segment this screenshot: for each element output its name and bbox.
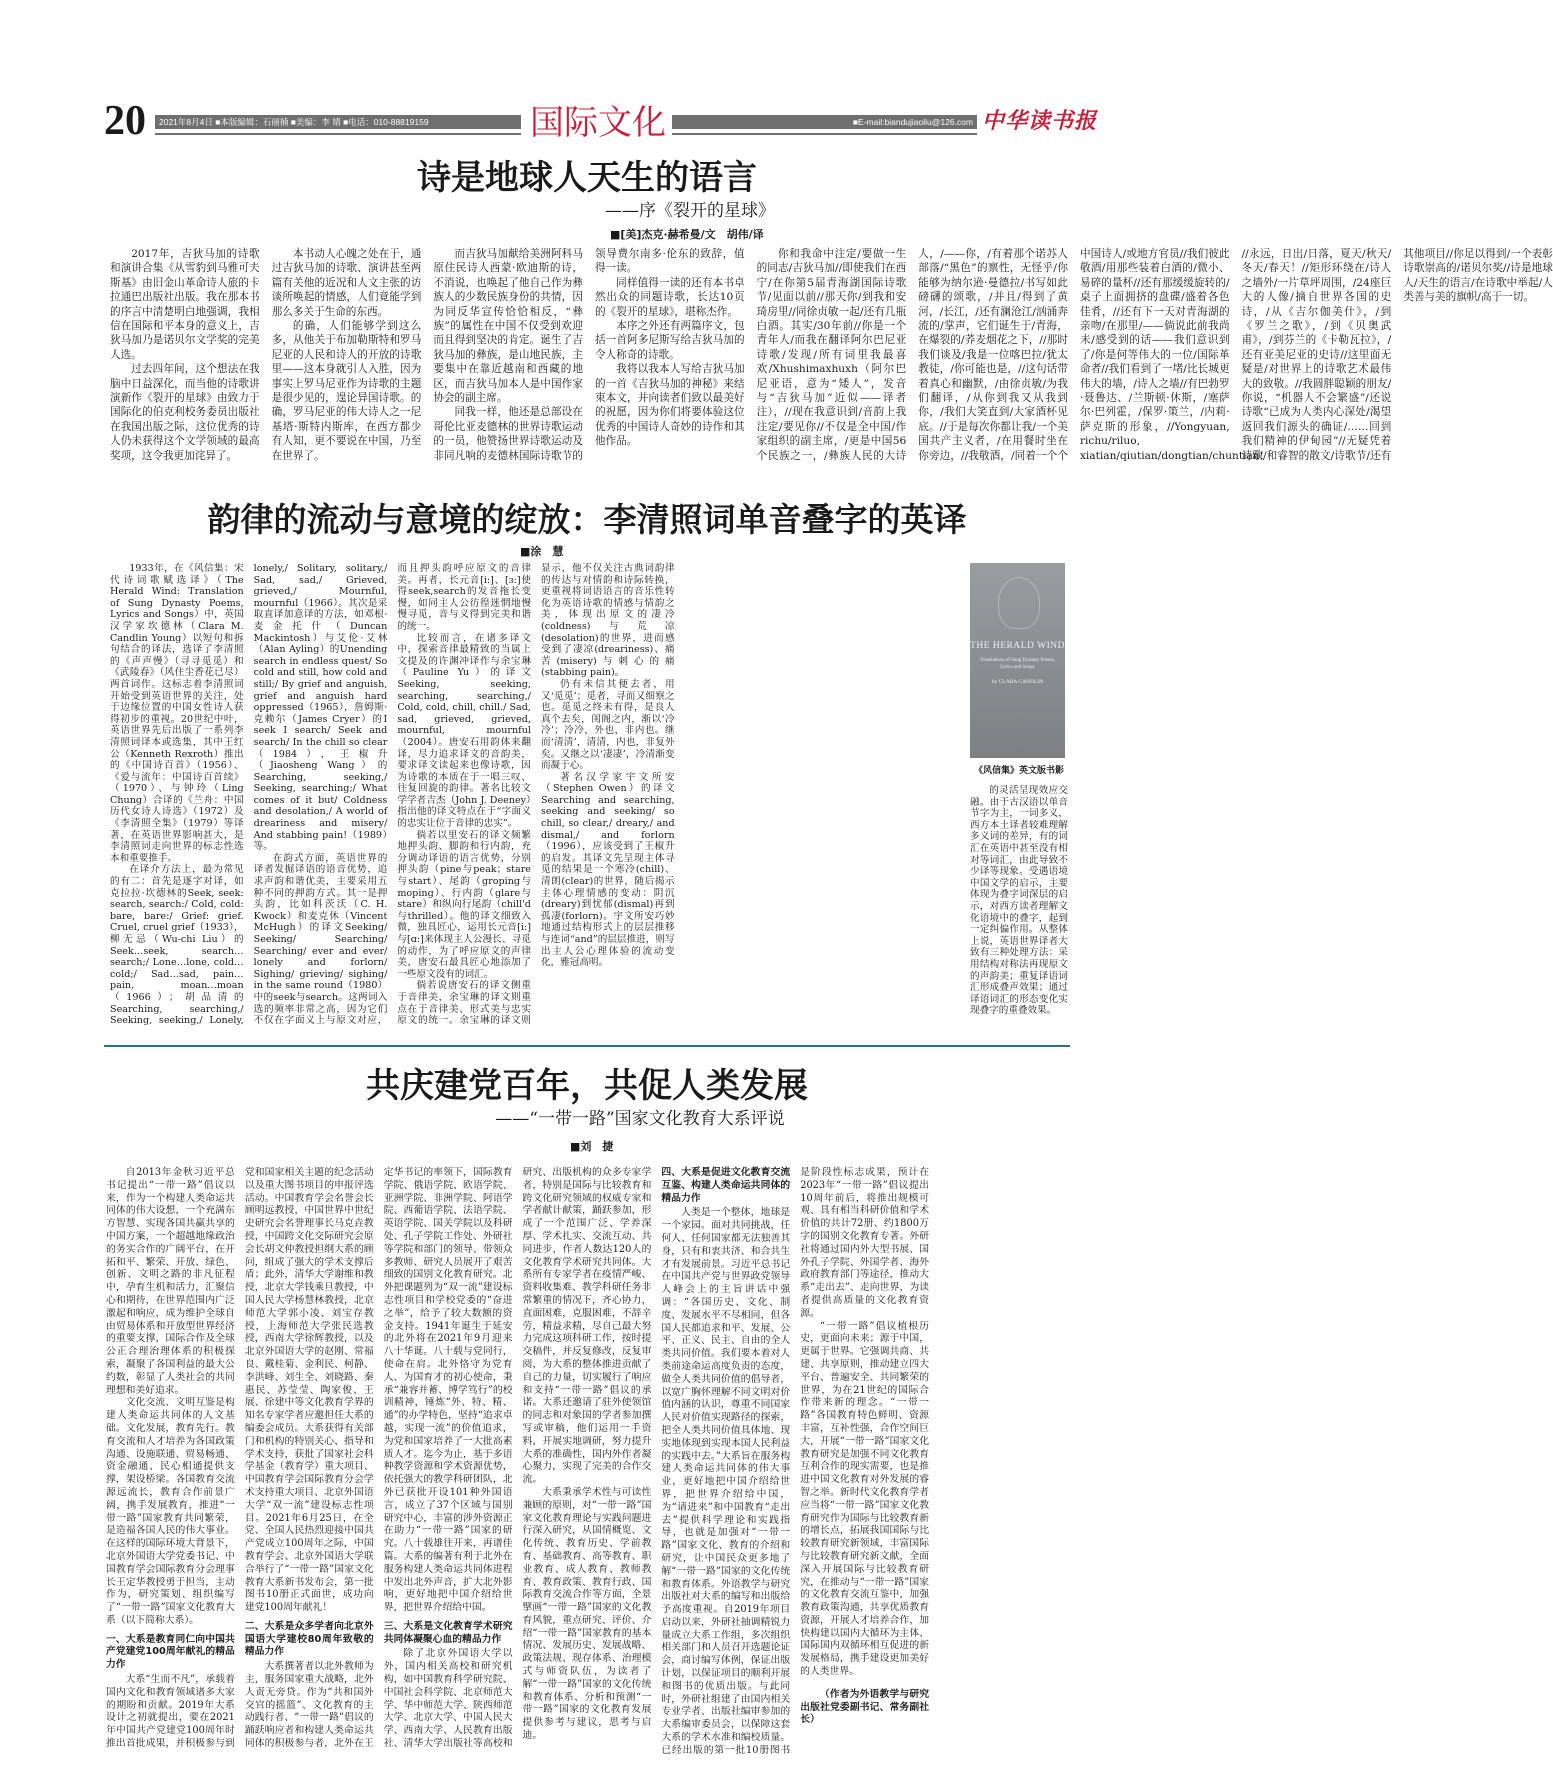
article3-subtitle: ——“一带一路”国家文化教育大系评说 [495, 1109, 785, 1129]
paragraph: 著名汉学家宇文所安（Stephen Owen）的译文Searching and searching, seeking and seeking/ so chill, so clear,/ dreary,/ and dismal,/ and forlorn（1996），应该受到了王椒升的启发。其译文先呈现主体寻觅的结果是一个寒冷(chill)、清朗(clear)的世界，随后揭示主体心理情感的变动：阴沉(dreary)到忧郁(dismal)再到孤凄(forlorn)。宇文所安巧妙地通过结构形式上的层层推移与连词“and”的层层推进，则写出主人公心理体验的流动变化，雅冠高明。 [540, 771, 675, 969]
email-bar: ■E-mail:biandujiaoliu@126.com [672, 115, 977, 129]
header-rule [155, 133, 521, 135]
article2-byline: ■涂 慧 [520, 545, 564, 558]
article3-byline: ■刘 捷 [570, 1140, 614, 1153]
article2-title: 韵律的流动与意境的绽放：李清照词单音叠字的英译 [207, 500, 967, 539]
article1-title: 诗是地球人天生的语言 [417, 158, 757, 198]
paragraph: 在译介方法上，最为常见的有二：首先是逐字对译，如克拉拉·坎德林的Seek, seek: search, search:/ Cold, cold: bare, bare:/ Grief: grief. Cruel, cruel grief（1933），柳无忌（Wu-chi Liu）的Seek…seek, search…search;/ Lone…lone, cold…cold;/ Sad…sad, pain…pain, moan…moan（1966）；胡品清的Searching, searching,/ Seeking, seeking,/ Lonely, lonely,/ Solitary, solitary,/ Sad, sad,/ Grieved, grieved,/ Mournful, mournful（1966）。其次是采取直译加意译的方法，如邓根·麦金托什（Duncan Mackintosh）与艾伦·艾林（Alan Ayling）的Unending search in endless quest/ So cold and still, how cold and still;/ By grief and anguish, grief and anguish hard oppressed（1965），詹姆斯·克赖尔（James Cryer）的I seek I search/ Seek and search/ In the chill so clear（1984），王椒升（Jiaosheng Wang）的Searching, seeking,/ Seeking, searching;/ What comes of it but/ Coldness and desolation,/ A world of dreariness and misery/ And stabbing pain!（1989）等。 [110, 563, 388, 1027]
book-cover-author: by CLARA CANDLIN [991, 679, 1044, 685]
paragraph: 文化交流、文明互鉴是构建人类命运共同体的人文基础。文化发展，教育先行。教育交流和人才培养为各国政策沟通、设施联通、贸易畅通、资金融通、民心相通提供支撑，架设桥梁。各国教育交流源远流长，教育合作前景广阔，携手发展教育，推进“一带一路”国家教育共同繁荣，是造福各国人民的伟大事业。在这样的国际环境大背景下，北京外国语大学党委书记、中国教育学会国际教育分会理事长王定华教授勇于担当，主动作为，研究策划、组织编写了“一带一路”国家文化教育大系（以下简称大系）。 [106, 1397, 235, 1626]
paragraph: 除了北京外国语大学以外，国内相关高校和研究机构，如中国教育科学研究院、中国社会科学院、北京师范大学、华中师范大学、陕西师范大学、北京大学、中国人民大学、西南大学、人民教育出版社、清华大学出版社等高校和研究、出版机构的众多专家学者，特别是国际与比较教育和跨文化研究领域的权威专家和学者献计献策，踊跃参加，形成了一个范围广泛、学养深厚、学术扎实、交流互动、共同进步，作者人数达120人的文化教育学术研究共同体。大系所有专家学者在疫情严峻、资料收集难、教学科研任务非常繁重的情况下，齐心协力，直面困难，克服困难，不辞辛劳，精益求精，尽自己最大努力完成这项科研工作，按时提交稿件，并反复修改，反复审阅，为大系的整体推进贡献了自己的力量，切实履行了响应和支持“一带一路”倡议的承诺。大系还邀请了驻外使领馆的同志和对象国的学者参加撰写或审稿，他们运用一手资料，开展实地调研，努力提升大系的准确性，国内外作者凝心聚力，实现了完美的合作交流。 [383, 1167, 652, 1750]
paragraph: 倘若以里安石的译文频繁地押头韵、脚韵和行内韵，充分调动译语的语言优势，分别押头韵（pine与peak；stare与start）、尾韵（groping与moping）、行内韵（glare与stare）和纵向行尾韵（chill'd与thrilled）。他的译文细致入微，独具匠心，运用长元音[i:]与[ɑ:]来体现主人公漫长、寻觅的动作，为了呼应原文的声律美，唐安石最具匠心地添加了一些原文没有的词汇。 [397, 829, 531, 980]
paragraph: 你和我命中注定/要做一生的同志/吉狄马加//即使我们在西宁/在你第5届青海湖国际诗歌节/见面以前//那天你/到我和安琦房里//同徐贞敏一起/还有几瓶白酒。其实/30年前//你是一个青年人/而我在翻译阿尔巴尼亚诗歌/发现/所有词里我最喜欢/Xhushimaxhuxh（阿尔巴尼亚语，意为“矮人”，发音与“吉狄马加”近似——译者注），//现在我意识到/音韵上我注定/要见你//不仅是全中国/作家组织的副主席，/更是中国56个民族之一，/彝族人民的大诗人，/——你，/有着那个诺苏人部落/“黑色”的禀性，无怪乎/你能够为纳尔逊·曼德拉/书写如此磅礴的颂歌，/并且/得到了黄河，/长江，/还有澜沧江/汹涌奔流的/掌声，它们诞生于/青海，在爆裂的/荞麦烟花之下，//那时我们谈及/我是一位喀巴拉/犹太教徒，/你可能也是，//这句话带着真心和幽默，/由徐贞敏/为我们翻译，/从你到我又从我到你，/我们大笑直到/大家酒杯见底。//于是每次你都让我/一个美国共产主义者，/在用餐时坐在你旁边，//我敬酒，/同着一个个中国诗人/或地方官员//我们彼此敬酒/用那些装着白酒的/微小、易碎的量杯//还有那缓缓旋转的/桌子上面拥挤的盘碟/盛着各色佳肴，//还有下一天对青海湖的亲吻/在那里/——倘说此前我尚未/感受到的话——我们意识到了/你是何等伟大的一位/国际革命者//我们看到了一堵/比长城更伟大的墙，/诗人之墙//有巴勃罗·聂鲁达、/兰斯顿·休斯，/塞萨尔·巴列霍，/保罗·策兰，/内莉·萨克斯的形象，//Yongyuan, richu/riluo, xiatian/qiutian/dongtian/chuntian! //永远，日出/日落，夏天/秋天/冬天/春天！//矩形环绕在/诗人之墙外/一片草坪周围，/24座巨大的人像/摘自世界各国的史诗，/从《吉尔伽美什》，/到《罗兰之歌》，/到《贝奥武甫》，/到芬兰的《卡勒瓦拉》，/还有亚美尼亚的史诗//这里面无疑是/对世界上的诗歌艺术最伟大的致敬。//我圆胖聪颖的朋友/你说，“机器人不会繁盛”/还说诗歌“已成为人类内心深处/渴望返回我们源头的确证/……回到我们精神的伊甸园”//无疑凭着诗歌/和睿智的散文/诗歌节/还有其他项目//你足以得到/一个表彰诗歌崇高的/诺贝尔奖//诗是地球人/天生的语言/在诗歌中举起/人类善与美的旗帜/高于一切。 [756, 248, 1553, 462]
book-cover-image [970, 563, 1065, 758]
paragraph: 大系秉承学术性与可读性兼顾的原则，对“一带一路”国家文化教育理论与实践问题进行深入研究，从国情概览、文化传统、教育历史、学前教育、基础教育、高等教育、职业教育、成人教育、教师教育、教育政策、教育行政、国际教育交流合作等方面，全景擘画“一带一路”国家的文化教育风貌，重点研究、评价、介绍“一带一路”国家教育的基本情况、发展历史、发展战略、政策法规、现存体系、治理模式与师资队伍，为读者了解“一带一路”国家的文化传统和教育体系、分析和预测“一带一路”国家的文化教育发展提供参考与建议，思考与启迪。 [522, 1486, 652, 1742]
paragraph: 本序之外还有两篇序文，包括一首阿多尼斯写给吉狄马加的令人称奇的诗歌。 [594, 320, 745, 361]
paragraph: 的灵活呈现效应交融。由于古汉语以单音节字为主，一词多义，西方本土译者较难理解多义词的差异，有的词汇在英语中甚至没有相对等词汇，由此导致不少译等现象。受遇语境中国文学的启示，主要体现为叠字词深层的启示，对西方读者理解文化语境中的叠字，起到一定纠偏作用。从整体上说，英语世界译者大致有三种处理方法：采用结构对称法再现原文的声韵美；重复译语词汇形成叠声效果；通过译语词汇的形态变化实现叠字的重叠效果。 [970, 785, 1068, 1017]
paragraph: 大系“生而不凡”，承载着国内文化和教育领域诸多大家的期盼和贡献。2019年大系设计之初就提出，要在2021年中国共产党建党100周年时推出首批成果，并积极参与到党和国家相关主题的纪念活动以及重大图书项目的申报评选活动。中国教育学会名誉会长顾明远教授，中国世界中世纪史研究会名誉理事长马克垚教授，中国跨文化交际研究会原会长胡文仲教授担纲大系的顾问，组成了强大的学术支撑后盾；此外，清华大学谢维和教授，北京大学钱乘旦教授，中国人民大学杨慧林教授，北京师范大学郭小凌、刘宝存教授，上海师范大学张民选教授，西南大学徐辉教授，以及北京外国语大学的赵刚、常福良、戴桂菊、金利民、柯静、李洪峰、刘生全、刘晓路、秦惠民、苏莹莹、陶家俊、王展、徐建中等文化教育学界的知名专家学者应邀担任大系的编委会成员。大系获得有关部门和机构的特别关心、指导和学术支持，获批了国家社会科学基金（教育学）重大项目、中国教育学会国际教育分会学术支持重大项目、北京外国语大学“双一流”建设标志性项目。2021年6月25日，在全党、全国人民热烈迎接中国共产党成立100周年之际，中国教育学会、北京外国语大学联合举行了“一带一路”国家文化教育大系新书发布会，第一批图书10册正式面世，成功向建党100周年献礼！ [106, 1167, 374, 1750]
paragraph: 本书动人心魄之处在于，通过吉狄马加的诗歌、演讲甚至两篇有关他的近况和人文主张的访谈所唤起的情感，人们竟能学到那么多关于生命的东西。 [271, 248, 422, 318]
paragraph: 大系撰著者以北外教师为主，服务国家重大战略，北外人责无旁贷。作为“共和国外交官的摇篮”、文化教育的主动践行者、“一带一路”倡议的踊跃响应者和构建人类命运共同体的积极参与者，北外在王定华书记的率领下，国际教育学院、俄语学院、欧语学院、亚洲学院、非洲学院、阿语学院、西葡语学院、法语学院、英语学院、国关学院以及科研处、孔子学院工作处、外研社等学院和部门的领导、带领众多教师、研究人员展开了艰苦细致的国别文化教育研究。北外把课题列为“双一流”建设标志性项目和学校党委的“奋进之举”，给予了较大数额的资金支持。1941年诞生于延安的北外将在2021年9月迎来八十华诞。八十载与党同行，使命在肩。北外恪守为党育人、为国育才的初心使命，秉承“兼容并蓄、博学笃行”的校训精神，锤炼“外、特、精、通”的办学特色，坚持“追求卓越，实现一流”的价值追求，为党和国家培养了一大批高素质人才。迄今为止，基于多语种教学资源和学术资源优势，依托强大的教学科研团队，北外已获批开设101种外国语言，成立了37个区域与国别研究中心，丰富的涉外资源正在助力“一带一路”国家的研究。八十载雄往开来，再谱佳篇。大系的编著有利于北外在服务构建人类命运共同体进程中发出北外声音，扩大北外影响，更好地把中国介绍给世界，把世界介绍给中国。 [244, 1167, 513, 1750]
paragraph: 仍有未信其便去者，用又‘觅觅’；觅者，寻而又细察之也。觅觅之终未有得，是良人真个去矣，闺阁之内，渐以‘冷冷’；冷冷，外也，非内也。继而‘清清’，清清，内也，非复外矣。又继之以‘凄凄’，冷清渐变而凝于心。 [540, 678, 675, 772]
author-note: （作者为外语教学与研究出版社党委副书记、常务副社长） [800, 1688, 930, 1726]
issue-info-bar: 2021年8月4日 ■本版编辑：石丽楠 ■美编：李 婧 ■电话：010-88819159 [155, 115, 521, 129]
article2-body-right [970, 785, 1068, 1027]
paragraph: “一带一路”倡议植根历史，更面向未来；源于中国，更属于世界。它强调共商、共建、共享原则，推动建立四大平台、普遍安全、共同繁荣的世界，为在21世纪的国际合作带来新的理念。“一带一路”各国教育特色鲜明、资源丰富，互补性强，合作空间巨大，开展“一带一路”国家文化教育研究是加强不同文化教育互利合作的现实需要，也是推进中国文化教育对外发展的睿智之举。新时代文化教育学者应当将“一带一路”国家文化教育研究作为国际与比较教育新的增长点，拓展我国国际与比较教育研究新领域，丰富国际与比较教育研究新文献，全面深入开展国际与比较教育研究，在推动与“一带一路”国家的文化教育交流互鉴中，加强教育政策沟通，共享优质教育资源，开展人才培养合作，加快构建以国内大循环为主体、国际国内双循环相互促进的新发展格局，携手建设更加美好的人类世界。 [800, 1320, 930, 1678]
article3-body [106, 1167, 1068, 1762]
section-title: 国际文化 [530, 103, 666, 143]
paragraph: 在韵式方面，英语世界的译者发掘译语的语音优势，追求声韵和谐优美，主要采用五种不同的押韵方式。其一是押头韵，比如科茨沃（C. H. Kwock）和麦克休（Vincent McHugh）的译文Seeking/ Seeking/ Searching/ Searching/ ever and ever/ lonely and forlorn/ Sighing/ grieving/ sighing/ in the same round（1980）中的seek与search。这两词入选的频率非常之高，因为它们不仅在字面义上与原文对应，而且押头韵呼应原文的音律美。再者，长元音[i:]、[ɜ:]使得seek,search的发音拖长变慢，如同主人公彷徨迷惘地慢慢寻觅，音与义得到完美和谐的统一。 [253, 563, 531, 1027]
paragraph: 的确，人们能够学到这么多，从他关于布加勒斯特和罗马尼亚的人民和诗人的开放的诗歌里——这本身就引人入胜，因为事实上罗马尼亚作为诗歌的主题是很少见的，遑论异国诗歌。的确，罗马尼亚的伟大诗人之一尼基塔·斯特内斯库，在西方都少有人知，更不要说在中国，乃至在世界了。 [271, 320, 422, 462]
paragraph: 同我一样，他还是总部设在哥伦比亚麦德林的世界诗歌运动的一员，他赞扬世界诗歌运动及非同凡响的麦德林国际诗歌节的领导费尔南多·伦东的致辞，值得一读。 [433, 248, 745, 462]
book-cover-subtitle: Translations of Sung Dynasty Poems, Lyrics and Songs [979, 658, 1056, 670]
article1-body [110, 247, 1553, 472]
paragraph: 而吉狄马加献给美洲阿科马原住民诗人西蒙·欧迪斯的诗，不消说，也唤起了他自己作为彝族人的少数民族身份的共情，因为同反华宣传恰恰相反，“彝族”的属性在中国不仅受到欢迎而且得到坚决的肯定。诞生了吉狄马加的彝族，是山地民族，主要集中在靠近越南和西藏的地区，而吉狄马加本人是中国作家协会的副主席。 [433, 248, 583, 405]
section-heading: 三、大系是文化教育学术研究共同体凝聚心血的精品力作 [383, 1620, 513, 1645]
book-cover-title: THE HERALD WIND [970, 641, 1065, 651]
section-heading: 一、大系是教育同仁向中国共产党建党100周年献礼的精品力作 [106, 1633, 235, 1671]
page-number: 20 [104, 98, 146, 144]
section-divider [104, 1045, 1070, 1047]
paragraph: 自2013年金秋习近平总书记提出“一带一路”倡议以来，作为一个构建人类命运共同体的伟大设想，一个充满东方智慧、实现各国共赢共享的中国方案，一个超越地缘政治的务实合作的广阔平台，在开拓和平、繁荣、开放、绿色、创新、文明之路的非凡征程中，孕育生机和活力，汇聚信心和期待，在世界范围内广泛激起和响应，成为维护全球自由贸易体系和开放型世界经济的重要支撑，国际合作及全球公正合理治理体系的积极探索，凝聚了各国利益的最大公约数，彰显了人类社会的共同理想和美好追求。 [106, 1167, 235, 1396]
paragraph: 人类是一个整体，地球是一个家园。面对共同挑战，任何人、任何国家都无法独善其身，只有和衷共济、和合共生才有发展前景。习近平总书记在中国共产党与世界政党领导人峰会上的主旨讲话中强调：“各国历史、文化、制度、发展水平不尽相同，但各国人民都追求和平、发展、公平、正义、民主、自由的全人类共同价值。我们要本着对人类前途命运高度负责的态度，做全人类共同价值的倡导者，以宽广胸怀理解不同文明对价值内涵的认识，尊重不同国家人民对价值实现路径的探索，把全人类共同价值具体地、现实地体现到实现本国人民利益的实践中去。”大系旨在服务构建人类命运共同体的伟大事业，更好地把中国介绍给世界，把世界介绍给中国，为“请进来”和中国教育“走出去”提供科学理论和实践指导，也就是加强对“一带一路”国家文化、教育的介绍和研究，让中国民众更多地了解“一带一路”国家的文化传统和教育体系。外语教学与研究出版社对大系的编写和出版给予高度重视。自2019年项目启动以来，外研社抽调精锐力量成立大系工作组，多次组织相关部门和人员召开选题论证会，商讨编写体例，保证出版计划，以保证项目的顺利开展和图书的优质出版。与此同时，外研社组建了由国内相关专业学者、出版社编审参加的大系编审委员会，以保障这套大系的学术水准和编校质量。已经出版的第一批10册图书是阶段性标志成果，预计在2023年“一带一路”倡议提出10周年前后，将推出规模可观、具有相当科研价值和学术价值的共计72册、约1800万字的国别文化教育专著。外研社将通过国内外大型书展、国外孔子学院、外国学者、海外政府教育部门等途径，推动大系“走出去”、走向世界，为读者提供高质量的文化教育资源。 [661, 1167, 930, 1756]
paragraph: 倘若说唐安石的译文侧重于音律美，余宝琳的译文则重点在于音律美、形式美与忠实原文的统一。余宝琳的译文则显示，他不仅关注古典词韵律的传达与对情韵和诗际转换，更重视将词语语言的音乐性转化为英语诗歌的情感与情韵之美，体现出原文的凄冷(coldness)与荒凉(desolation)的世界，进而感受到了凄凉(dreariness)、痛苦(misery)与刺心的痛(stabbing pain)。 [397, 563, 675, 1027]
article2-body [110, 563, 962, 1027]
paragraph: 2017年，吉狄马加的诗歌和演讲合集《从雪豹到马雅可夫斯基》由旧金山革命诗人旅的卡拉通巴出版社出版。我在那本书的序言中清楚明白地强调，我相信在国际和平本身的意义上，吉狄马加乃是诺贝尔文学奖的完美人选。 [110, 248, 260, 361]
paragraph: 我将以我本人写给吉狄马加的一首《吉狄马加的神秘》来结束本文，并向读者们致以最美好的祝愿，因为你们将要体验这位优秀的中国诗人奇妙的诗作和其他作品。 [594, 363, 745, 448]
section-heading: 二、大系是众多学者向北京外国语大学建校80周年致敬的精品力作 [244, 1620, 374, 1658]
image-caption: 《风信集》英文版书影 [973, 766, 1064, 776]
paragraph: 过去四年间，这个想法在我脑中日益深化，而当他的诗歌讲演新作《裂开的星球》由致力于国际化的伯克利校务委员出版社在我国出版之际，这位优秀的诗人仍未获得这个文学领域的最高奖项，这令我更加诧异了。 [110, 363, 260, 462]
paragraph: 同样值得一读的还有本书卓然出众的同题诗歌，长达10页的《裂开的星球》，堪称杰作。 [594, 276, 745, 318]
paragraph: 1933年，在《风信集：宋代诗词歌赋选译》（The Herald Wind: Translation of Sung Dynasty Poems, Lyrics and Songs）中，英国汉学家坎德林（Clara M. Candlin Young）以短句和拆句结合的译法，选译了李清照的《声声慢》（寻寻觅觅）和《武陵春》（风住尘香花已尽）两首词作。这标志着李清照词开始受到英语世界的关注，处于边缘位置的中国女性诗人获得初步的重视。20世纪中叶，英语世界先后出版了一系列李清照词译本或选集，其中王红公（Kenneth Rexroth）推出的《中国诗百首》（1956）、《爱与流年：中国诗百首续》（1970）、与钟玲（Ling Chung）合译的《兰舟：中国历代女诗人诗选》（1972）及《李清照全集》（1979）等译著，在英语世界影响甚大，是李清照词走向世界的标志性选本和重要推手。 [110, 563, 244, 864]
paragraph: 比较而言，在诸多译文中，探索音律最精致的当属上文提及的许渊冲译作与余宝琳（Pauline Yu）的译文Seeking, seeking, searching, searching,/ Cold, cold, chill, chill./ Sad, sad, grieved, grieved, mournful, mournful（2004）。唐安石用韵体来翻译，尽力追求译文的音韵美，要求译文读起来也像诗歌，因为诗歌的本质在于一唱三叹、往复回旋的韵律。著名比较文学学者吉杰（John J. Deeney）指出他的译文特点在于“字面义的忠实让位于音律的忠实”。 [397, 632, 531, 830]
flower-illustration [998, 577, 1040, 629]
section-heading: 四、大系是促进文化教育交流互鉴、构建人类命运共同体的精品力作 [661, 1167, 791, 1204]
article1-subtitle: ——序《裂开的星球》 [605, 201, 775, 221]
article3-title: 共庆建党百年，共促人类发展 [366, 1066, 808, 1106]
header-rule [672, 133, 977, 135]
article1-byline: ■[美]杰克·赫希曼/文 胡伟/译 [610, 228, 764, 241]
newspaper-logo: 中华读书报 [982, 108, 1098, 134]
